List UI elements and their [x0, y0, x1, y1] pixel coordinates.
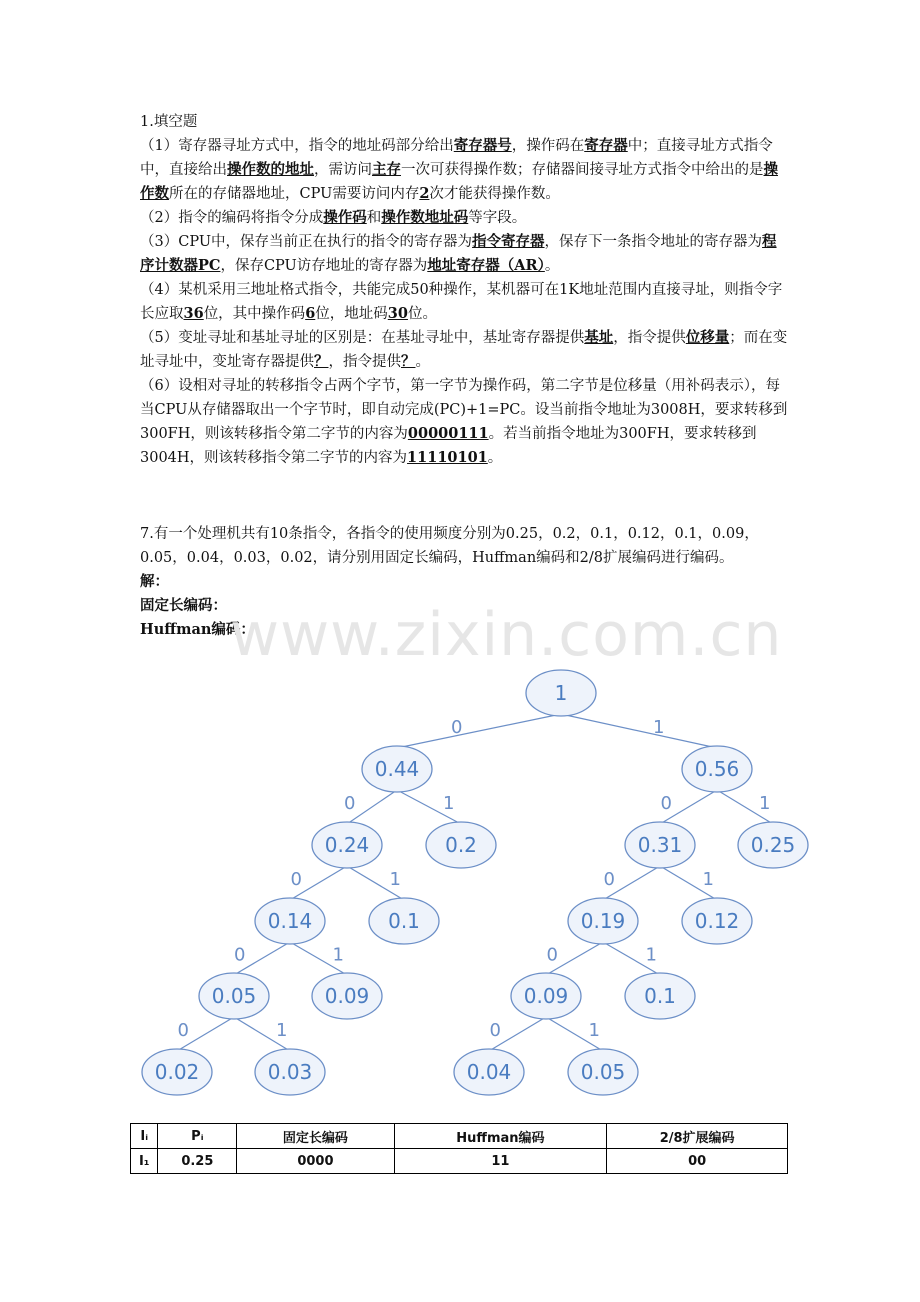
node-label: 0.09	[523, 984, 569, 1008]
tree-edge	[397, 714, 561, 748]
edge-label: 1	[653, 717, 665, 738]
node-label: 0.09	[324, 984, 370, 1008]
table-header-row	[131, 1124, 788, 1149]
q5-text: ，指令提供	[613, 330, 686, 346]
tree-node	[362, 746, 432, 792]
q6-text: 。若当前指令地址为300FH，要求转移到3004H，则该转移指令第二字节的内容为	[140, 426, 757, 466]
q4-answer: 6	[305, 305, 316, 322]
q5-answer: 基址	[584, 329, 614, 346]
q3-text: ，保存下一条指令地址的寄存器为	[544, 234, 763, 250]
q1-answer: 主存	[372, 161, 401, 178]
edge-label: 1	[702, 869, 714, 890]
tree-node	[526, 670, 596, 716]
q6-answer: 11110101	[407, 449, 488, 466]
edge-label: 0	[489, 1020, 501, 1041]
node-label: 0.12	[694, 909, 740, 933]
edge-label: 0	[290, 869, 302, 890]
table-cell: I₁	[131, 1149, 158, 1174]
node-label: 0.03	[267, 1060, 313, 1084]
table-cell: 0000	[237, 1149, 394, 1174]
node-label: 0.1	[644, 984, 676, 1008]
q3-text: 。	[544, 258, 560, 274]
q3-text: ，保存CPU访存地址的寄存器为	[220, 258, 428, 274]
q1-text: ，需访问	[314, 162, 372, 178]
q2-answer: 操作数地址码	[381, 209, 469, 226]
encoding-table	[130, 1123, 788, 1174]
q1-answer: 操作数的地址	[227, 161, 314, 178]
q5-text: ；而在变址寻址中，变址寄存器提供	[140, 330, 788, 370]
q1-answer: 2	[419, 185, 430, 202]
node-label: 0.05	[580, 1060, 626, 1084]
edge-label: 0	[344, 793, 356, 814]
fixed-length-label: 固定长编码：	[140, 597, 227, 614]
q2-text: 等字段。	[468, 210, 527, 226]
q1-text: （1）寄存器寻址方式中，指令的地址码部分给出	[140, 138, 454, 154]
table-row	[131, 1149, 788, 1174]
column-header: Pᵢ	[158, 1124, 237, 1149]
column-header: 固定长编码	[237, 1124, 394, 1149]
node-label: 0.25	[750, 833, 796, 857]
node-label: 0.24	[324, 833, 370, 857]
tree-node	[312, 822, 382, 868]
edge-label: 0	[546, 944, 558, 966]
edge-label: 0	[451, 717, 463, 738]
node-label: 0.1	[388, 909, 420, 933]
q1-text: ，操作码在	[511, 138, 585, 154]
tree-node	[568, 898, 638, 944]
q1-text: 一次可获得操作数；存储器间接寻址方式指令中给出的是	[401, 162, 764, 178]
edge-label: 1	[588, 1020, 600, 1041]
tree-node	[738, 822, 808, 868]
q5-text: 。	[415, 354, 430, 370]
q1-text: 中；直接寻址方式指令中，直接给出	[140, 138, 773, 178]
tree-node	[625, 973, 695, 1019]
q1-answer: 操作数	[140, 161, 778, 202]
edge-label: 1	[276, 1020, 288, 1041]
q5-text: （5）变址寻址和基址寻址的区别是：在基址寻址中，基址寄存器提供	[140, 330, 585, 346]
q4-answer: 36	[183, 305, 204, 322]
tree-node	[255, 1049, 325, 1095]
q2-text: （2）指令的编码将指令分成	[140, 210, 324, 226]
q6-text: （6）设相对寻址的转移指令占两个字节，第一字节为操作码，第二字节是位移量（用补码表示），每当CPU从存储器取出一个字节时，即自动完成(PC)+1=PC。设当前指令地址为3008H，要求转移到300FH，则该转移指令第二字节的内容为	[140, 378, 788, 442]
q4-text: 位。	[407, 306, 437, 322]
edge-label: 1	[759, 793, 771, 814]
tree-node	[682, 746, 752, 792]
q3-answer: 指令寄存器	[472, 233, 545, 250]
tree-node	[426, 822, 496, 868]
column-header: Huffman编码	[394, 1124, 607, 1149]
edge-label: 1	[389, 869, 401, 890]
tree-node	[511, 973, 581, 1019]
tree-node	[625, 822, 695, 868]
q4-text: （4）某机采用三地址格式指令，共能完成50种操作，某机器可在1K地址范围内直接寻址，则指令字长应取	[140, 282, 783, 322]
edge-label: 0	[234, 944, 246, 966]
node-label: 0.44	[374, 757, 420, 781]
q3-answer: 程序计数器PC	[140, 233, 777, 274]
q5-text: ，指令提供	[328, 354, 401, 370]
tree-node	[312, 973, 382, 1019]
q1-text: 次才能获得操作数。	[429, 186, 560, 202]
table-cell: 00	[607, 1149, 788, 1174]
q4-text: 位，地址码	[315, 306, 388, 322]
node-label: 1	[554, 681, 568, 705]
edge-label: 0	[660, 793, 672, 814]
tree-node	[682, 898, 752, 944]
edge-label: 0	[603, 869, 615, 890]
node-label: 0.05	[211, 984, 257, 1008]
q4-text: 位，其中操作码	[203, 306, 306, 322]
table-cell: 0.25	[158, 1149, 237, 1174]
edge-label: 1	[645, 944, 657, 966]
edge-label: 1	[332, 944, 344, 966]
tree-edge	[561, 714, 717, 748]
tree-node	[454, 1049, 524, 1095]
node-label: 0.31	[637, 833, 683, 857]
tree-node	[142, 1049, 212, 1095]
node-label: 0.2	[445, 833, 477, 857]
node-label: 0.14	[267, 909, 313, 933]
q1-text: 所在的存储器地址，CPU需要访问内存	[169, 186, 420, 202]
tree-node	[369, 898, 439, 944]
q6-answer: 00000111	[407, 425, 489, 442]
q6-text: 。	[487, 450, 503, 466]
section-heading: 1.填空题	[140, 114, 198, 130]
edge-label: 1	[443, 793, 455, 814]
q3-text: （3）CPU中，保存当前正在执行的指令的寄存器为	[140, 234, 473, 250]
q2-answer: 操作码	[323, 209, 367, 226]
q5-answer: ？	[401, 353, 416, 370]
q1-answer: 寄存器号	[453, 137, 512, 154]
node-label: 0.56	[694, 757, 740, 781]
q1-answer: 寄存器	[584, 137, 628, 154]
q5-answer: 位移量	[685, 329, 730, 346]
huffman-label: Huffman编码：	[140, 621, 255, 638]
table-cell: 11	[394, 1149, 607, 1174]
tree-node	[199, 973, 269, 1019]
watermark: www.zixin.com.cn	[230, 600, 783, 670]
solution-label: 解：	[140, 573, 169, 590]
tree-node	[255, 898, 325, 944]
edge-label: 0	[177, 1020, 189, 1041]
node-label: 0.19	[580, 909, 626, 933]
question-7: 7.有一个处理机共有10条指令，各指令的使用频度分别为0.25，0.2，0.1，0.12，0.1，0.09，0.05，0.04，0.03，0.02，请分别用固定长编码，Huffman编码和2/8扩展编码进行编码。	[140, 526, 759, 566]
column-header: Iᵢ	[131, 1124, 158, 1149]
tree-node	[568, 1049, 638, 1095]
column-header: 2/8扩展编码	[607, 1124, 788, 1149]
q4-answer: 30	[387, 305, 408, 322]
q2-text: 和	[366, 210, 382, 226]
q3-answer: 地址寄存器（AR）	[427, 257, 545, 274]
node-label: 0.04	[466, 1060, 512, 1084]
node-label: 0.02	[154, 1060, 200, 1084]
q5-answer: ？	[314, 353, 329, 370]
